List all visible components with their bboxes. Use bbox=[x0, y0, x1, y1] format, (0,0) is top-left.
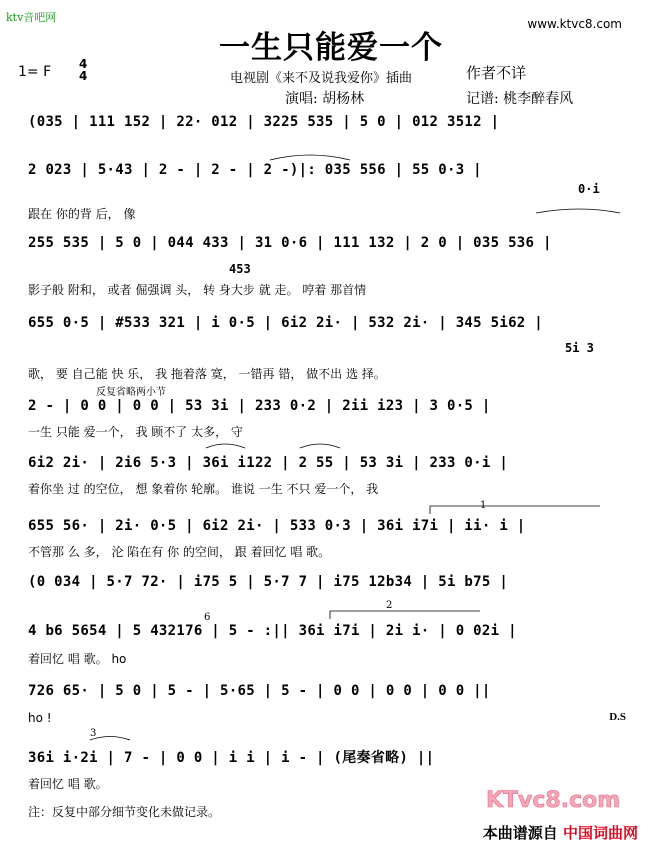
tuplet-label: 3 bbox=[90, 728, 97, 739]
ds-mark: D.S bbox=[609, 711, 626, 723]
site-watermark-left: ktv音吧网 bbox=[6, 11, 57, 24]
score-row-9: 4 b6 5654 | 5 432176 | 5 - :|| 36i i7i | 2i i· | 0 02i | bbox=[28, 623, 517, 639]
logo-text: KTvc8.com bbox=[486, 788, 621, 812]
score-row-2: 2 023 | 5·43 | 2 - | 2 - | 2 -)|: 035 556 | 55 0·3 | bbox=[28, 162, 482, 178]
score-row-10: 726 65· | 5 0 | 5 - | 5·65 | 5 - | 0 0 | 0 0 | 0 0 || bbox=[28, 683, 491, 699]
time-sig-bottom: 4 bbox=[79, 69, 88, 83]
slur-mark bbox=[206, 444, 245, 448]
footer-note: 注：反复中部分细节变化未做记录。 bbox=[28, 805, 221, 819]
repeat-annotation: 反复省略两小节 bbox=[96, 387, 166, 398]
composer: 作者不详 bbox=[466, 64, 527, 82]
score-row-7: 655 56· | 2i· 0·5 | 6i2 2i· | 533 0·3 | 36i i7i | ii· i | bbox=[28, 518, 526, 534]
time-sig-top: 4 bbox=[79, 57, 88, 71]
slur-mark bbox=[536, 209, 620, 213]
score-row-6: 6i2 2i· | 2i6 5·3 | 36i i122 | 2 55 | 53 3i | 233 0·i | bbox=[28, 455, 509, 471]
slur-mark bbox=[270, 155, 350, 160]
lyric-row-10: ho ! bbox=[28, 711, 52, 725]
song-title: 一生只能爱一个 bbox=[219, 30, 443, 66]
score-row-3: 255 535 | 5 0 | 044 433 | 31 0·6 | 111 132 | 2 0 | 035 536 | bbox=[28, 235, 552, 251]
volta-line bbox=[430, 506, 600, 514]
source-prefix: 本曲谱源自 bbox=[482, 824, 558, 842]
slur-mark bbox=[90, 737, 130, 741]
lyric-row-5: 一生 只能 爱一个， 我 顾不了 太多， 守 bbox=[28, 425, 243, 439]
alt-notes: 453 bbox=[229, 262, 251, 276]
score-row-11: 36i i·2i | 7 - | 0 0 | i i | i - | (尾奏省略) || bbox=[28, 750, 435, 766]
singer: 演唱: 胡杨林 bbox=[285, 91, 365, 107]
lyric-row-2: 跟在 你的背 后， 像 bbox=[28, 207, 136, 221]
score-row-8: (0 034 | 5·7 72· | i75 5 | 5·7 7 | i75 12b34 | 5i b75 | bbox=[28, 574, 509, 590]
alt-notes: 5i 3 bbox=[565, 341, 594, 355]
score-row-4: 655 0·5 | #533 321 | i 0·5 | 6i2 2i· | 532 2i· | 345 5i62 | bbox=[28, 315, 543, 331]
score-row-1: (035 | 111 152 | 22· 012 | 3225 535 | 5 0 | 012 3512 | bbox=[28, 114, 500, 130]
alt-notes: 0·i bbox=[578, 182, 600, 196]
tuplet-label: 6 bbox=[204, 612, 211, 623]
lyric-row-4: 歌， 要 自己能 快 乐， 我 拖着落 寞， 一错再 错， 做不出 选 择。 bbox=[28, 367, 386, 381]
lyric-row-9: 着回忆 唱 歌。 ho bbox=[28, 652, 127, 666]
lyric-row-3: 影子般 附和， 或者 倔强调 头， 转 身大步 就 走。 哼着 那首情 bbox=[28, 283, 367, 297]
key-signature: 1= F bbox=[18, 64, 52, 80]
lyric-row-11: 着回忆 唱 歌。 bbox=[28, 777, 108, 791]
slur-mark bbox=[300, 444, 340, 448]
lyric-row-7: 不管那 么 多， 沦 陷在有 你 的空间， 跟 着回忆 唱 歌。 bbox=[28, 545, 331, 559]
volta-line bbox=[330, 611, 480, 619]
source-credit bbox=[483, 822, 638, 843]
transcriber: 记谱: 桃李醉春风 bbox=[466, 91, 574, 107]
score-row-5: 2 - | 0 0 | 0 0 | 53 3i | 233 0·2 | 2ii i23 | 3 0·5 | bbox=[28, 398, 491, 414]
source-site-link[interactable]: 中国词曲网 bbox=[562, 824, 638, 842]
volta-1-label: 1 bbox=[480, 500, 487, 511]
site-url: www.ktvc8.com bbox=[527, 17, 622, 31]
lyric-row-6: 着你坐 过 的空位， 想 象着你 轮廓。 谁说 一生 不只 爱一个， 我 bbox=[28, 482, 379, 496]
site-logo bbox=[484, 786, 632, 812]
drama-info: 电视剧《来不及说我爱你》插曲 bbox=[230, 71, 413, 86]
volta-2-label: 2 bbox=[386, 600, 393, 611]
